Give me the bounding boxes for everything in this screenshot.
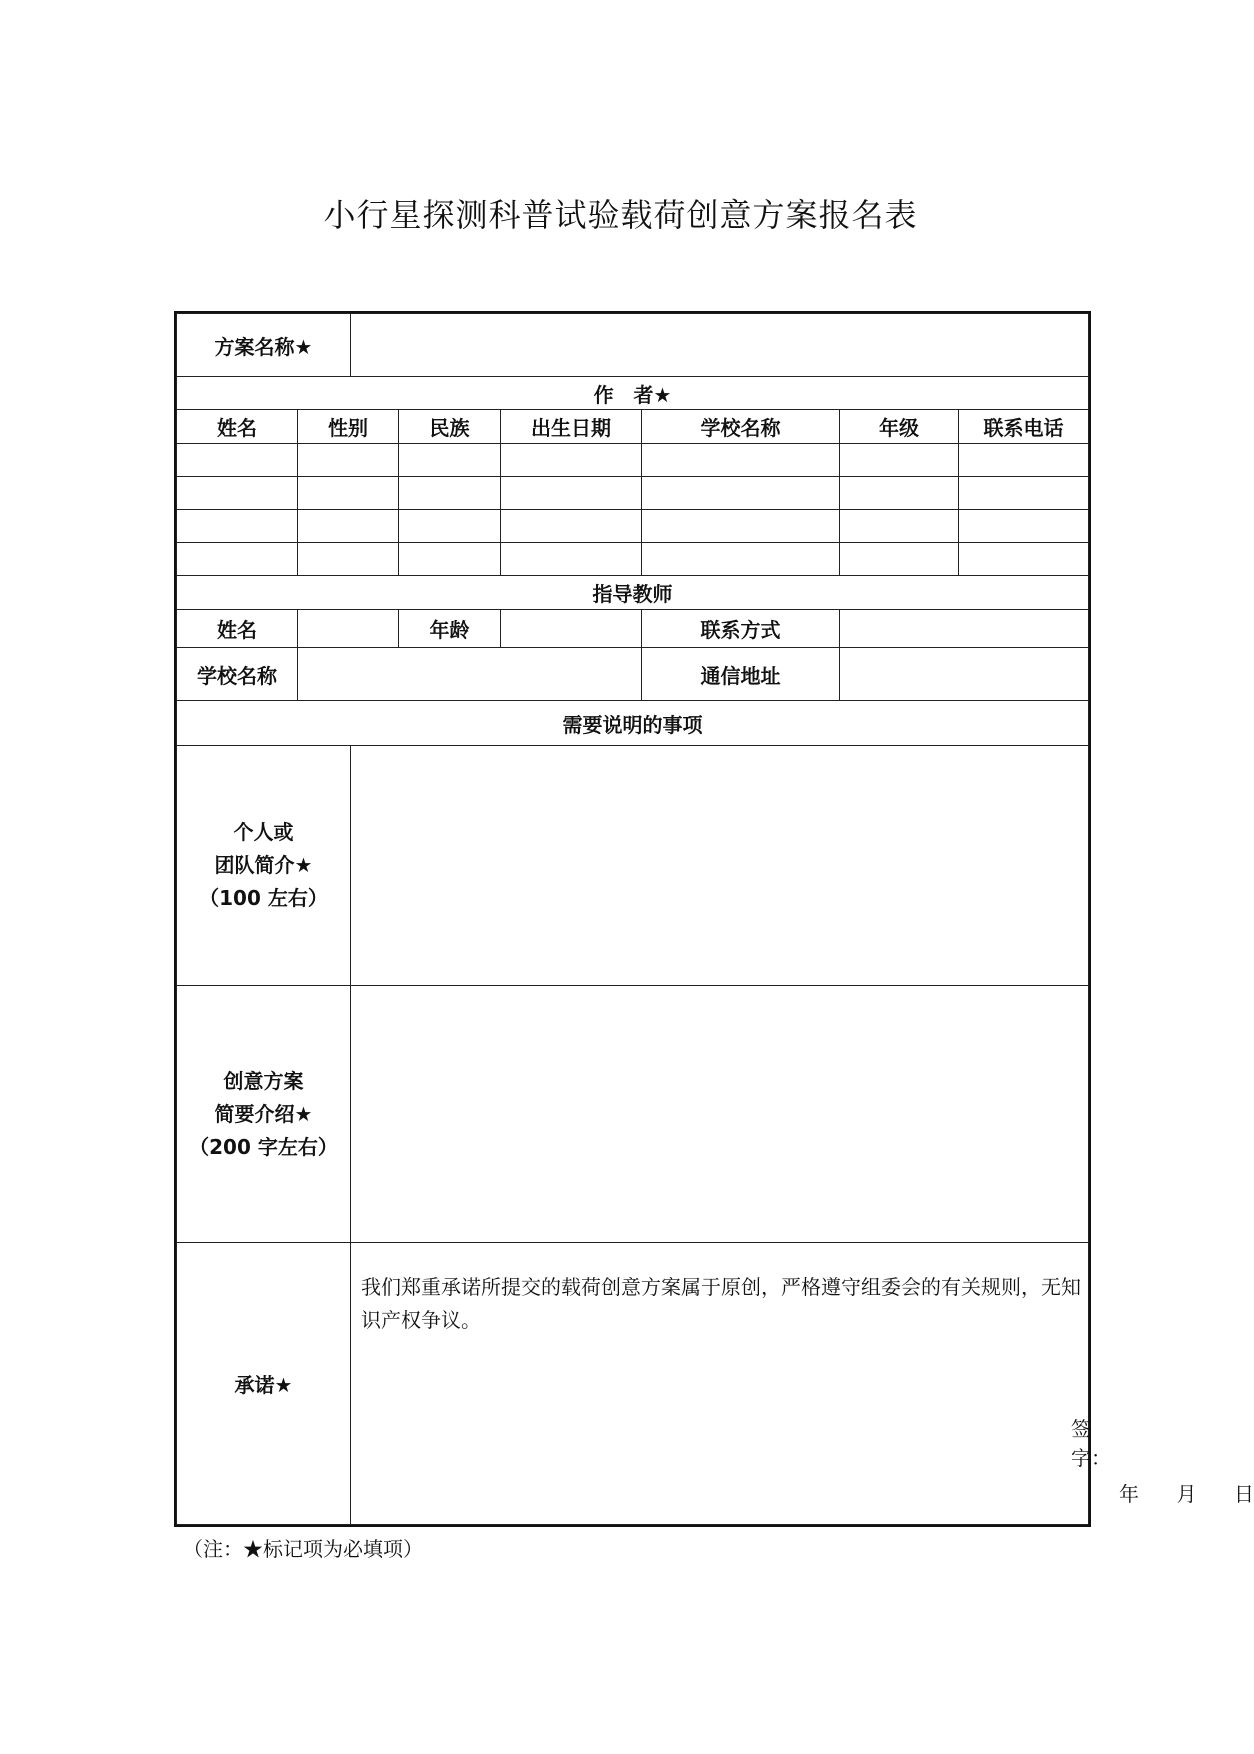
advisor-school-field[interactable] — [298, 648, 642, 701]
date-month-label: 月 — [1176, 1482, 1197, 1506]
col-header-phone: 联系电话 — [959, 410, 1089, 444]
col-header-ethnicity: 民族 — [399, 410, 501, 444]
author-birthdate-cell[interactable] — [501, 543, 642, 576]
author-school-cell[interactable] — [642, 510, 840, 543]
date-line — [1119, 1478, 1254, 1507]
intro-label-line3: （100 左右） — [199, 886, 328, 910]
author-grade-cell[interactable] — [840, 543, 959, 576]
author-name-cell[interactable] — [177, 510, 298, 543]
author-school-cell[interactable] — [642, 444, 840, 477]
author-row — [177, 477, 1089, 510]
advisor-address-label: 通信地址 — [642, 648, 840, 701]
plan-label-line2: 简要介绍★ — [214, 1101, 313, 1126]
author-gender-cell[interactable] — [298, 510, 399, 543]
advisor-name-field[interactable] — [298, 610, 399, 648]
advisor-address-field[interactable] — [840, 648, 1089, 701]
author-name-cell[interactable] — [177, 444, 298, 477]
advisor-age-label: 年龄 — [399, 610, 501, 648]
advisor-name-label: 姓名 — [177, 610, 298, 648]
pledge-label: 承诺★ — [177, 1243, 351, 1525]
author-ethnicity-cell[interactable] — [399, 543, 501, 576]
pledge-cell — [351, 1243, 1254, 1525]
plan-label-line3: （200 字左右） — [189, 1134, 338, 1159]
author-phone-cell[interactable] — [959, 510, 1089, 543]
author-phone-cell[interactable] — [959, 543, 1089, 576]
author-birthdate-cell[interactable] — [501, 444, 642, 477]
col-header-school: 学校名称 — [642, 410, 840, 444]
signature-label: 签字： — [1071, 1417, 1111, 1470]
intro-label-line1: 个人或 — [233, 820, 294, 844]
intro-label — [177, 746, 351, 986]
col-header-grade: 年级 — [840, 410, 959, 444]
footnote: （注：★标记项为必填项） — [183, 1537, 423, 1561]
author-ethnicity-cell[interactable] — [399, 444, 501, 477]
author-name-cell[interactable] — [177, 477, 298, 510]
author-gender-cell[interactable] — [298, 444, 399, 477]
intro-label-line2: 团队简介★ — [214, 853, 313, 877]
plan-label-line1: 创意方案 — [223, 1068, 304, 1093]
pledge-text: 我们郑重承诺所提交的载荷创意方案属于原创，严格遵守组委会的有关规则，无知识产权争议。 — [361, 1275, 1081, 1332]
author-ethnicity-cell[interactable] — [399, 510, 501, 543]
author-gender-cell[interactable] — [298, 543, 399, 576]
author-grade-cell[interactable] — [840, 510, 959, 543]
author-gender-cell[interactable] — [298, 477, 399, 510]
plan-field[interactable] — [351, 986, 1089, 1243]
advisor-section-header: 指导教师 — [177, 576, 1089, 610]
proposal-name-label: 方案名称★ — [177, 314, 351, 377]
author-grade-cell[interactable] — [840, 444, 959, 477]
date-day-label: 日 — [1234, 1482, 1254, 1506]
intro-field[interactable] — [351, 746, 1089, 986]
col-header-birthdate: 出生日期 — [501, 410, 642, 444]
advisor-age-field[interactable] — [501, 610, 642, 648]
author-birthdate-cell[interactable] — [501, 477, 642, 510]
advisor-school-label: 学校名称 — [177, 648, 298, 701]
notes-section-header: 需要说明的事项 — [177, 701, 1089, 746]
advisor-contact-label: 联系方式 — [642, 610, 840, 648]
author-row — [177, 444, 1089, 477]
author-school-cell[interactable] — [642, 543, 840, 576]
author-phone-cell[interactable] — [959, 477, 1089, 510]
author-school-cell[interactable] — [642, 477, 840, 510]
author-row — [177, 543, 1089, 576]
advisor-contact-field[interactable] — [840, 610, 1089, 648]
authors-section-header: 作 者★ — [177, 377, 1089, 410]
author-birthdate-cell[interactable] — [501, 510, 642, 543]
proposal-name-field[interactable] — [351, 314, 1089, 377]
author-ethnicity-cell[interactable] — [399, 477, 501, 510]
col-header-name: 姓名 — [177, 410, 298, 444]
author-name-cell[interactable] — [177, 543, 298, 576]
author-grade-cell[interactable] — [840, 477, 959, 510]
registration-form — [176, 313, 1254, 1525]
form-title: 小行星探测科普试验载荷创意方案报名表 — [323, 196, 918, 234]
date-year-label: 年 — [1119, 1482, 1139, 1506]
author-phone-cell[interactable] — [959, 444, 1089, 477]
plan-label — [177, 986, 351, 1243]
author-row — [177, 510, 1089, 543]
col-header-gender: 性别 — [298, 410, 399, 444]
